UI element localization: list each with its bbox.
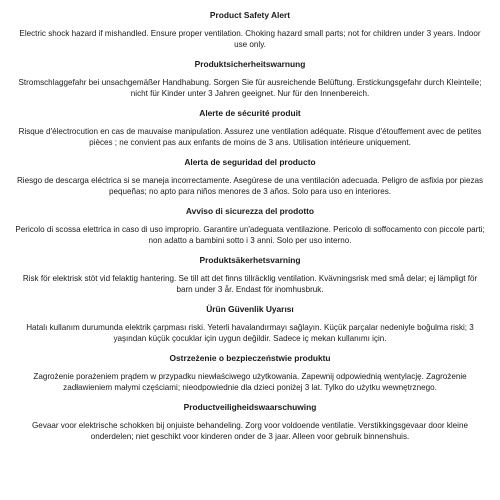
section-title: Product Safety Alert (209, 10, 291, 20)
section-text: Riesgo de descarga eléctrica si se maneja incorrectamente. Asegúrese de una ventilación adecuada. Peligro de asfixia por piezas pequeñas; no apto para niños menores de 3 años. Solo para uso en interiores. (16, 176, 484, 196)
section-title: Ostrzeżenie o bezpieczeństwie produktu (169, 353, 331, 363)
section-english (12, 10, 488, 50)
section-text: Stromschlaggefahr bei unsachgemäßer Handhabung. Sorgen Sie für ausreichende Belüftung. Erstickungsgefahr durch Kleinteile; nicht für Kinder unter 3 Jahren geeignet. Nur für den Innenbereich. (18, 78, 482, 98)
section-title: Produktsäkerhetsvarning (199, 255, 301, 265)
section-title: Produktsicherheitswarnung (194, 59, 306, 69)
section-text: Hatalı kullanım durumunda elektrik çarpması riski. Yeterli havalandırmayı sağlayın. Küçük parçalar nedeniyle boğulma riski; 3 yaşından küçük çocuklar için uygun değildir. Sadece iç mekan kullanımı için. (26, 323, 474, 343)
section-title: Alerta de seguridad del producto (184, 157, 316, 167)
section-text: Pericolo di scossa elettrica in caso di uso improprio. Garantire un'adeguata ventilazione. Pericolo di soffocamento con piccole parti; non adatto a bambini sotto i 3 anni. Solo per uso interno. (15, 225, 485, 245)
section-italian (12, 206, 488, 246)
section-text: Risk för elektrisk stöt vid felaktig hantering. Se till att det finns tillräcklig ventilation. Kvävningsrisk med små delar; ej lämpligt för barn under 3 år. Endast för inomhusbruk. (22, 274, 478, 294)
section-french (12, 108, 488, 148)
section-text: Risque d'électrocution en cas de mauvaise manipulation. Assurez une ventilation adéquate. Risque d'étouffement avec de petites pièces ; ne convient pas aux enfants de moins de 3 ans. Utilisation intérieure uniquement. (18, 127, 482, 147)
section-dutch (12, 402, 488, 442)
section-title: Productveiligheidswaarschuwing (183, 402, 317, 412)
section-text: Gevaar voor elektrische schokken bij onjuiste behandeling. Zorg voor voldoende ventilatie. Verstikkingsgevaar door kleine onderdelen; niet geschikt voor kinderen onder de 3 jaar. Alleen voor gebruik binnenshuis. (32, 421, 468, 441)
section-title: Avviso di sicurezza del prodotto (185, 206, 315, 216)
section-title: Ürün Güvenlik Uyarısı (206, 304, 294, 314)
section-swedish (12, 255, 488, 295)
section-german (12, 59, 488, 99)
section-spanish (12, 157, 488, 197)
section-title: Alerte de sécurité produit (199, 108, 301, 118)
section-turkish (12, 304, 488, 344)
section-text: Zagrożenie porażeniem prądem w przypadku niewłaściwego użytkowania. Zapewnij odpowiednią wentylację. Zagrożenie zadławieniem małymi częściami; nieodpowiednie dla dzieci poniżej 3 lat. Tylko do użytku wewnętrznego. (33, 372, 467, 392)
section-text: Electric shock hazard if mishandled. Ensure proper ventilation. Choking hazard small parts; not for children under 3 years. Indoor use only. (19, 29, 481, 49)
section-polish (12, 353, 488, 393)
